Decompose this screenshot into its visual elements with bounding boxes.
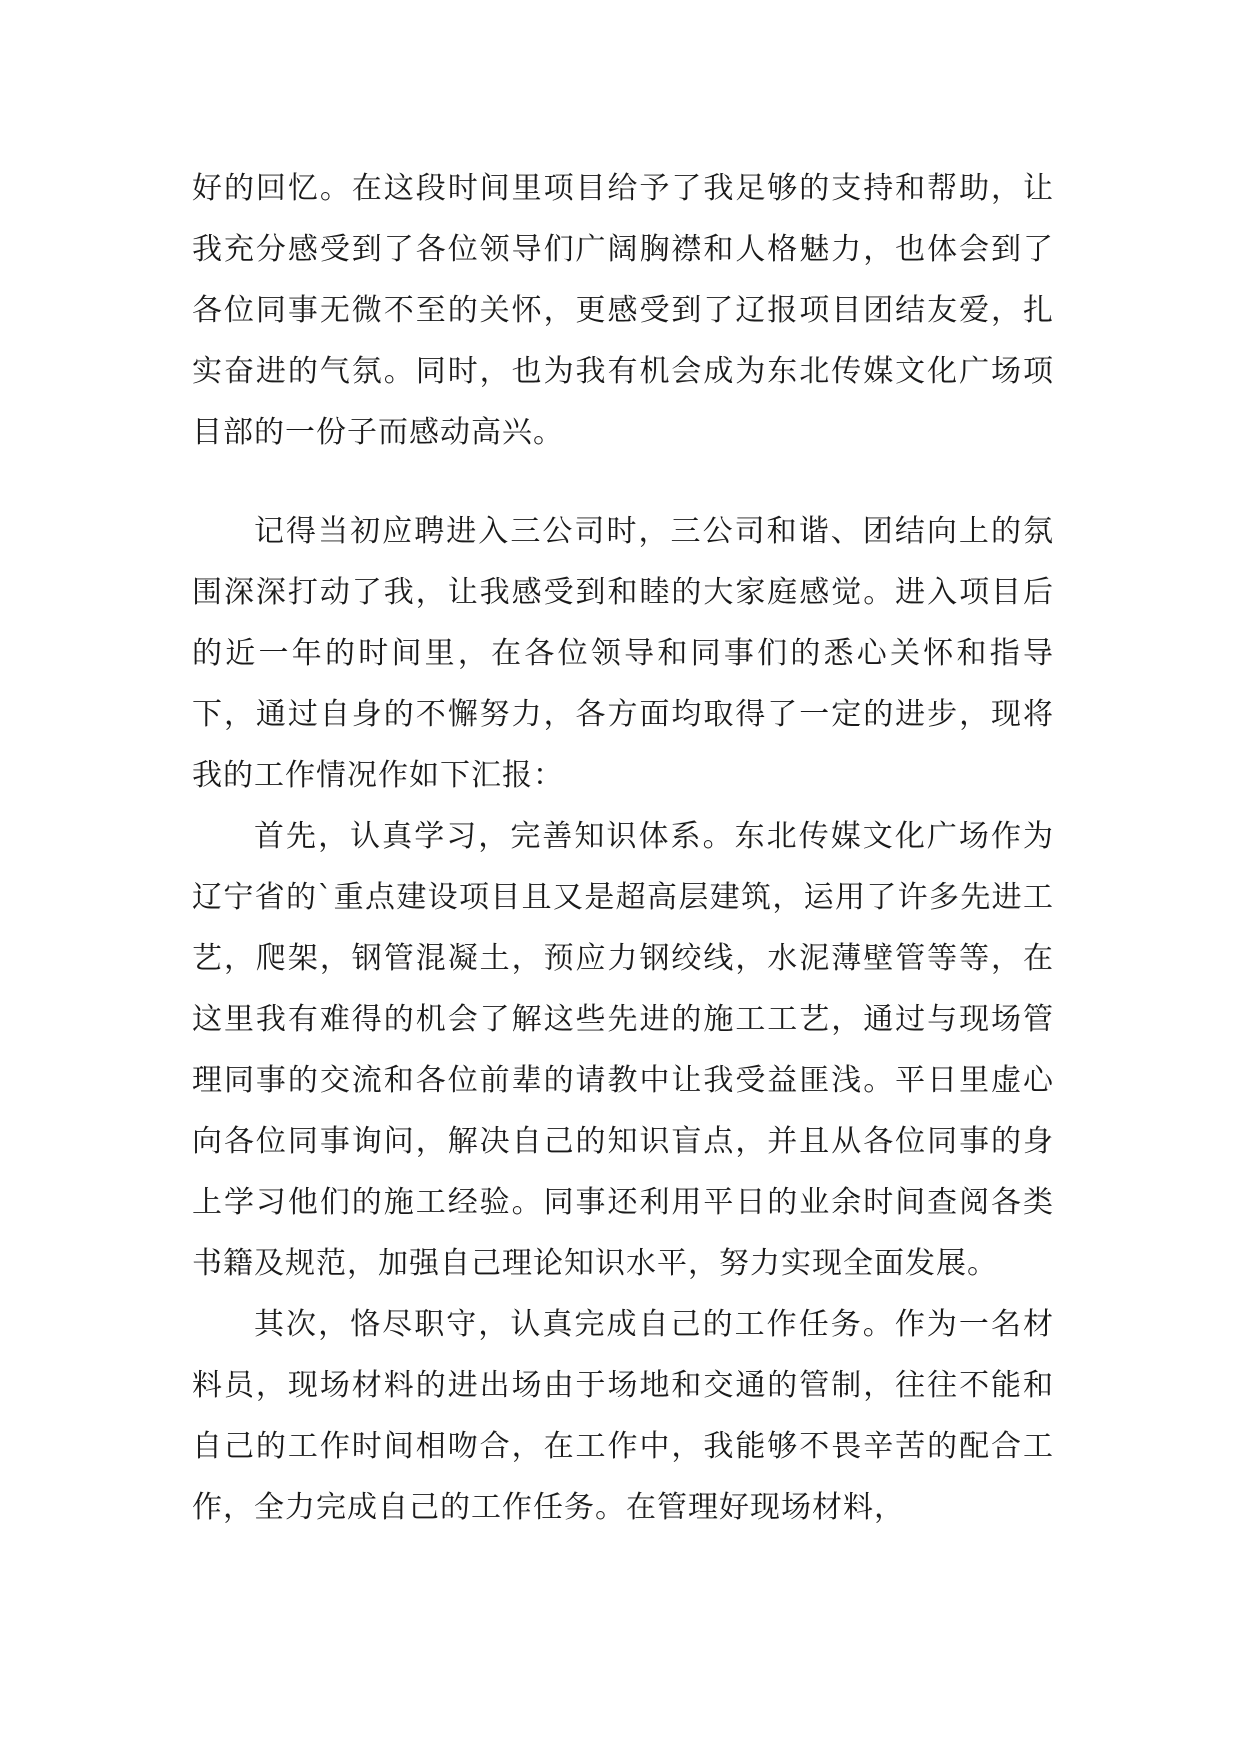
paragraph-first-point: 首先，认真学习，完善知识体系。东北传媒文化广场作为辽宁省的`重点建设项目且又是超高层建筑，运用了许多先进工艺，爬架，钢管混凝土，预应力钢绞线，水泥薄壁管等等，在这里我有难得的机会了解这些先进的施工工艺，通过与现场管理同事的交流和各位前辈的请教中让我受益匪浅。平日里虚心向各位同事询问，解决自己的知识盲点，并且从各位同事的身上学习他们的施工经验。同事还利用平日的业余时间查阅各类书籍及规范，加强自己理论知识水平，努力实现全面发展。: [192, 819, 1054, 1281]
paragraph-continuation: 好的回忆。在这段时间里项目给予了我足够的支持和帮助，让我充分感受到了各位领导们广阔胸襟和人格魅力，也体会到了各位同事无微不至的关怀，更感受到了辽报项目团结友爱，扎实奋进的气氛。同时，也为我有机会成为东北传媒文化广场项目部的一份子而感动高兴。: [192, 171, 1054, 450]
paragraph-second-point: 其次，恪尽职守，认真完成自己的工作任务。作为一名材料员，现场材料的进出场由于场地和交通的管制，往往不能和自己的工作时间相吻合，在工作中，我能够不畏辛苦的配合工作，全力完成自己的工作任务。在管理好现场材料，: [192, 1307, 1054, 1525]
paragraph-group-main: [192, 501, 1054, 1538]
paragraph-group-continuation: [192, 158, 1054, 463]
paragraph-intro: 记得当初应聘进入三公司时，三公司和谐、团结向上的氛围深深打动了我，让我感受到和睦的大家庭感觉。进入项目后的近一年的时间里，在各位领导和同事们的悉心关怀和指导下，通过自身的不懈努力，各方面均取得了一定的进步，现将我的工作情况作如下汇报：: [192, 514, 1054, 793]
